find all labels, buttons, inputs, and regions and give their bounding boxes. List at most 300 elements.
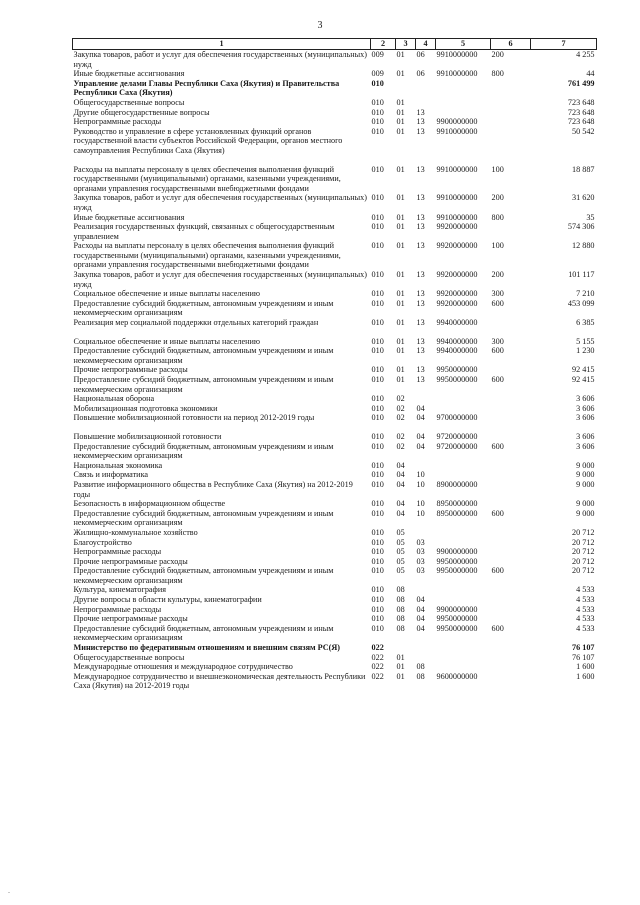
subsection-code-cell [416,394,436,404]
amount-cell: 101 117 [568,270,595,280]
row-name-cell: Реализация государственных функций, связанных с общегосударственным управлением [73,222,335,241]
expense-type-code-cell: 600 [491,441,504,451]
table-row [73,605,597,615]
table-row [73,193,597,212]
section-code-cell: 02 [396,394,405,404]
row-name-cell: Другие общегосударственные вопросы [73,107,210,117]
section-code-cell: 08 [396,585,405,595]
row-name-cell: Повышение мобилизационной готовности [73,431,222,441]
column-header: 6 [491,39,531,50]
subsection-code-cell: 08 [416,662,425,672]
table-row [73,480,597,499]
row-name-cell: Международное сотрудничество и внешнеэкономическая деятельность Республики Саха (Якутия) на 2012-2019 годы [73,671,366,691]
row-name-cell: Иные бюджетные ассигнования [73,69,185,79]
expense-type-code-cell [491,470,531,480]
section-code-cell: 01 [396,346,405,356]
amount-cell: 3 606 [576,431,595,441]
section-code-cell: 01 [396,69,405,79]
table-row [73,585,597,595]
row-name-cell: Управление делами Главы Республики Саха (Якутия) и Правительства Республики Саха (Якутия) [73,78,340,98]
column-header: 1 [73,39,371,50]
target-item-code-cell [436,404,491,414]
section-code-cell: 01 [396,289,405,299]
amount-cell: 76 107 [571,652,595,662]
target-item-code-cell [436,595,491,605]
ministry-code-cell: 010 [371,318,384,328]
target-item-code-cell: 9950000000 [436,566,478,576]
subsection-code-cell: 13 [416,289,425,299]
amount-cell: 9 000 [576,460,595,470]
section-code-cell: 04 [396,479,405,489]
row-name-cell: Закупка товаров, работ и услуг для обеспечения государственных (муниципальных) нужд [73,193,367,212]
expense-type-code-cell [491,98,531,108]
expense-type-code-cell: 200 [491,193,504,203]
row-name-cell: Расходы на выплаты персоналу в целях обеспечения выполнения функций государственными (муниципальными) органами, казенными учреждениями, органами управления государственными внебюджетными фондами [73,241,341,270]
table-row [73,346,597,365]
expense-type-code-cell: 600 [491,375,504,384]
row-name-cell: Социальное обеспечение и иные выплаты населению [73,336,260,346]
row-name-cell: Реализация мер социальной поддержки отдельных категорий граждан [73,318,319,328]
amount-cell: 4 255 [576,50,595,59]
section-code-cell: 04 [396,499,405,509]
amount-cell: 761 499 [567,78,595,88]
target-item-code-cell: 9600000000 [436,671,478,681]
ministry-code-cell: 022 [371,643,384,653]
section-code-cell: 08 [396,604,405,614]
section-code-cell [396,79,416,98]
expense-type-code-cell: 600 [491,346,504,356]
amount-cell: 92 415 [571,375,595,384]
amount-cell: 4 533 [576,614,595,624]
amount-cell: 20 712 [571,556,595,566]
target-item-code-cell: 9940000000 [436,336,478,346]
subsection-code-cell [416,643,436,653]
amount-cell: 9 000 [576,470,595,480]
amount-cell: 4 533 [576,623,595,633]
section-code-cell: 01 [396,193,405,203]
ministry-code-cell: 010 [371,585,384,595]
row-name-cell: Международные отношения и международное сотрудничество [73,662,293,672]
ministry-code-cell: 022 [371,671,384,681]
ministry-code-cell: 010 [371,547,384,557]
section-code-cell: 01 [396,662,405,672]
subsection-code-cell: 04 [416,441,425,451]
expense-type-code-cell: 800 [491,212,504,222]
subsection-code-cell [416,585,436,595]
row-name-cell: Повышение мобилизационной готовности на период 2012-2019 годы [73,413,315,423]
ministry-code-cell: 010 [371,394,384,404]
target-item-code-cell: 9920000000 [436,270,478,280]
table-row [73,328,597,347]
row-name-cell: Закупка товаров, работ и услуг для обеспечения государственных (муниципальных) нужд [73,270,367,289]
ministry-code-cell: 010 [371,78,384,88]
row-name-cell: Предоставление субсидий бюджетным, автономным учреждениям и иным некоммерческим организациям [73,346,334,365]
target-item-code-cell: 9910000000 [436,212,478,222]
column-header: 7 [531,39,597,50]
subsection-code-cell: 10 [416,470,425,480]
subsection-code-cell: 13 [416,336,425,346]
target-item-code-cell: 9910000000 [436,126,478,136]
subsection-code-cell: 13 [416,346,425,356]
target-item-code-cell: 9900000000 [436,604,478,614]
section-code-cell: 08 [396,614,405,624]
ministry-code-cell: 010 [371,346,384,356]
expense-type-code-cell [491,605,531,615]
row-name-cell: Закупка товаров, работ и услуг для обеспечения государственных (муниципальных) нужд [73,50,367,69]
table-row [73,509,597,528]
column-header: 2 [371,39,396,50]
table-row [73,270,597,289]
ministry-code-cell: 010 [371,375,384,384]
section-code-cell: 05 [396,556,405,566]
expense-type-code-cell [491,595,531,605]
subsection-code-cell: 10 [416,479,425,489]
amount-cell: 12 880 [571,241,595,251]
row-name-cell: Прочие непрограммные расходы [73,365,188,375]
expense-type-code-cell [491,643,531,653]
subsection-code-cell: 13 [416,212,425,222]
section-code-cell: 01 [396,212,405,222]
amount-cell: 3 606 [576,413,595,423]
row-name-cell: Предоставление субсидий бюджетным, автономным учреждениям и иным некоммерческим организациям [73,566,334,585]
row-name-cell: Общегосударственные вопросы [73,97,185,107]
subsection-code-cell: 08 [416,671,425,681]
expense-type-code-cell [491,614,531,624]
expense-type-code-cell: 100 [491,164,504,174]
ministry-code-cell: 010 [371,298,384,308]
ministry-code-cell: 010 [371,604,384,614]
amount-cell: 5 155 [576,336,595,346]
ministry-code-cell: 010 [371,212,384,222]
table-row [73,365,597,375]
subsection-code-cell: 13 [416,107,425,117]
amount-cell: 20 712 [571,527,595,537]
table-row [73,222,597,241]
expense-type-code-cell [491,79,531,98]
ministry-code-cell: 010 [371,537,384,547]
table-row [73,653,597,663]
target-item-code-cell [436,653,491,663]
table-row [73,672,597,691]
table-row [73,538,597,548]
subsection-code-cell: 10 [416,499,425,509]
row-name-cell: Предоставление субсидий бюджетным, автономным учреждениям и иным некоммерческим организациям [73,441,334,461]
subsection-code-cell: 06 [416,50,425,59]
target-item-code-cell: 9910000000 [436,69,478,79]
target-item-code-cell: 9910000000 [436,50,478,59]
section-code-cell: 01 [396,50,405,59]
section-code-cell: 04 [396,508,405,518]
row-name-cell: Иные бюджетные ассигнования [73,212,185,222]
table-row [73,299,597,318]
table-row [73,528,597,538]
target-item-code-cell: 9720000000 [436,441,478,451]
expense-type-code-cell [491,404,531,414]
expense-type-code-cell [491,413,531,423]
table-row [73,213,597,223]
ministry-code-cell: 010 [371,289,384,299]
amount-cell: 1 600 [576,662,595,672]
subsection-code-cell: 04 [416,403,425,413]
subsection-code-cell: 03 [416,537,425,547]
target-item-code-cell: 9700000000 [436,413,478,423]
expense-type-code-cell [491,585,531,595]
row-name-cell: Другие вопросы в области культуры, кинематографии [73,595,262,605]
ministry-code-cell: 010 [371,527,384,537]
target-item-code-cell: 9950000000 [436,365,478,375]
section-code-cell: 01 [396,97,405,107]
expense-type-code-cell: 200 [491,270,504,280]
subsection-code-cell [416,653,436,663]
table-row [73,566,597,585]
amount-cell: 76 107 [571,643,595,653]
amount-cell: 723 648 [567,117,595,127]
table-row [73,461,597,471]
expense-type-code-cell: 300 [491,336,504,346]
column-header: 5 [436,39,491,50]
target-item-code-cell: 8900000000 [436,479,478,489]
amount-cell: 20 712 [571,537,595,547]
subsection-code-cell: 13 [416,193,425,203]
table-row [73,470,597,480]
subsection-code-cell: 03 [416,566,425,576]
subsection-code-cell: 13 [416,318,425,328]
section-code-cell: 01 [396,336,405,346]
section-code-cell: 01 [396,375,405,384]
amount-cell: 723 648 [567,97,595,107]
ministry-code-cell: 009 [371,50,384,59]
row-name-cell: Министерство по федеративным отношениям и внешним связям РС(Я) [73,643,341,653]
amount-cell: 4 533 [576,604,595,614]
subsection-code-cell: 13 [416,298,425,308]
table-row [73,98,597,108]
ministry-code-cell: 010 [371,499,384,509]
table-row [73,595,597,605]
target-item-code-cell: 9940000000 [436,346,478,356]
section-code-cell: 01 [396,117,405,127]
table-header-row [73,39,597,50]
subsection-code-cell: 13 [416,241,425,251]
target-item-code-cell [436,394,491,404]
ministry-code-cell: 010 [371,508,384,518]
table-row [73,375,597,394]
subsection-code-cell: 03 [416,556,425,566]
target-item-code-cell: 9910000000 [436,193,478,203]
expense-type-code-cell: 600 [491,623,504,633]
amount-cell: 3 606 [576,394,595,404]
section-code-cell: 04 [396,470,405,480]
subsection-code-cell: 04 [416,614,425,624]
amount-cell: 50 542 [571,126,595,136]
target-item-code-cell: 9940000000 [436,318,478,328]
table-row [73,614,597,624]
column-header: 4 [416,39,436,50]
table-body [73,50,597,692]
row-name-cell: Национальная оборона [73,394,155,404]
section-code-cell: 05 [396,527,405,537]
ministry-code-cell: 010 [371,222,384,232]
ministry-code-cell: 010 [371,107,384,117]
amount-cell: 6 385 [576,318,595,328]
target-item-code-cell: 9920000000 [436,241,478,251]
target-item-code-cell [436,470,491,480]
edge-mark: . [8,886,10,895]
expense-type-code-cell [491,662,531,672]
target-item-code-cell: 9920000000 [436,298,478,308]
subsection-code-cell: 04 [416,413,425,423]
row-name-cell: Предоставление субсидий бюджетным, автономным учреждениям и иным некоммерческим организациям [73,623,334,643]
target-item-code-cell: 8950000000 [436,499,478,509]
section-code-cell: 01 [396,365,405,375]
amount-cell: 1 600 [576,671,595,681]
expense-type-code-cell [491,528,531,538]
expense-type-code-cell [491,557,531,567]
ministry-code-cell: 010 [371,403,384,413]
amount-cell: 7 210 [576,289,595,299]
table-row [73,394,597,404]
table-row [73,547,597,557]
expense-type-code-cell: 200 [491,50,504,59]
section-code-cell: 01 [396,298,405,308]
amount-cell: 3 606 [576,403,595,413]
row-name-cell: Благоустройство [73,537,132,547]
amount-cell: 31 620 [571,193,595,203]
budget-table [72,38,597,691]
table-row [73,241,597,270]
table-row [73,499,597,509]
target-item-code-cell: 9900000000 [436,117,478,127]
section-code-cell: 05 [396,537,405,547]
subsection-code-cell: 13 [416,270,425,280]
target-item-code-cell: 9720000000 [436,431,478,441]
table-row [73,289,597,299]
subsection-code-cell: 06 [416,69,425,79]
amount-cell: 20 712 [571,547,595,557]
row-name-cell: Предоставление субсидий бюджетным, автономным учреждениям и иным некоммерческим организациям [73,508,334,528]
expense-type-code-cell: 300 [491,289,504,299]
ministry-code-cell: 022 [371,662,384,672]
section-code-cell: 04 [396,460,405,470]
row-name-cell: Непрограммные расходы [73,604,162,614]
expense-type-code-cell [491,365,531,375]
subsection-code-cell: 13 [416,375,425,384]
target-item-code-cell: 9950000000 [436,623,478,633]
target-item-code-cell: 9950000000 [436,614,478,624]
target-item-code-cell [436,98,491,108]
expense-type-code-cell [491,108,531,118]
section-code-cell: 02 [396,441,405,451]
row-name-cell: Непрограммные расходы [73,117,162,127]
ministry-code-cell: 010 [371,336,384,346]
section-code-cell: 02 [396,413,405,423]
row-name-cell: Мобилизационная подготовка экономики [73,403,218,413]
table-row [73,413,597,423]
table-row [73,79,597,98]
subsection-code-cell: 13 [416,164,425,174]
ministry-code-cell: 010 [371,413,384,423]
expense-type-code-cell [491,117,531,127]
ministry-code-cell: 010 [371,470,384,480]
ministry-code-cell: 010 [371,556,384,566]
row-name-cell: Культура, кинематография [73,585,166,595]
subsection-code-cell: 10 [416,508,425,518]
row-name-cell: Прочие непрограммные расходы [73,614,188,624]
subsection-code-cell [416,528,436,538]
subsection-code-cell: 13 [416,117,425,127]
table-row [73,50,597,70]
target-item-code-cell [436,108,491,118]
target-item-code-cell [436,528,491,538]
amount-cell: 574 306 [567,222,595,232]
table-row [73,557,597,567]
table-row [73,404,597,414]
amount-cell: 1 230 [576,346,595,356]
row-name-cell: Руководство и управление в сфере установленных функций органов государственной власти субъектов Российской Федерации, органов местного самоуправления Республики Саха (Якутия) [73,126,343,155]
subsection-code-cell [416,79,436,98]
row-name-cell: Предоставление субсидий бюджетным, автономным учреждениям и иным некоммерческим организациям [73,375,334,394]
ministry-code-cell: 010 [371,566,384,576]
amount-cell: 92 415 [571,365,595,375]
amount-cell: 723 648 [567,107,595,117]
target-item-code-cell: 9920000000 [436,289,478,299]
section-code-cell [396,643,416,653]
expense-type-code-cell [491,538,531,548]
section-code-cell: 02 [396,431,405,441]
expense-type-code-cell [491,547,531,557]
subsection-code-cell: 13 [416,222,425,232]
section-code-cell: 01 [396,126,405,136]
target-item-code-cell: 9950000000 [436,375,478,384]
expense-type-code-cell [491,499,531,509]
page-number: 3 [317,20,323,31]
subsection-code-cell: 04 [416,595,425,605]
ministry-code-cell: 010 [371,614,384,624]
section-code-cell: 08 [396,595,405,605]
row-name-cell: Предоставление субсидий бюджетным, автономным учреждениям и иным некоммерческим организациям [73,298,334,318]
target-item-code-cell [436,585,491,595]
ministry-code-cell: 010 [371,441,384,451]
expense-type-code-cell [491,127,531,156]
row-name-cell: Социальное обеспечение и иные выплаты населению [73,289,260,299]
table-row [73,108,597,118]
ministry-code-cell: 010 [371,431,384,441]
amount-cell: 3 606 [576,441,595,451]
ministry-code-cell: 010 [371,126,384,136]
target-item-code-cell [436,461,491,471]
expense-type-code-cell: 600 [491,298,504,308]
target-item-code-cell: 9950000000 [436,556,478,566]
row-name-cell: Жилищно-коммунальное хозяйство [73,527,198,537]
amount-cell: 35 [586,212,595,222]
ministry-code-cell: 010 [371,595,384,605]
ministry-code-cell: 010 [371,117,384,127]
target-item-code-cell: 9920000000 [436,222,478,232]
section-code-cell: 01 [396,222,405,232]
ministry-code-cell: 010 [371,241,384,251]
row-name-cell: Развитие информационного общества в Республике Саха (Якутия) на 2012-2019 годы [73,479,353,499]
amount-cell: 9 000 [576,499,595,509]
subsection-code-cell: 04 [416,604,425,614]
ministry-code-cell: 010 [371,97,384,107]
row-name-cell: Непрограммные расходы [73,547,162,557]
target-item-code-cell: 9900000000 [436,547,478,557]
target-item-code-cell: 8950000000 [436,508,478,518]
subsection-code-cell: 03 [416,547,425,557]
expense-type-code-cell: 100 [491,241,504,251]
row-name-cell: Связь и информатика [73,470,149,480]
expense-type-code-cell [491,653,531,663]
subsection-code-cell [416,98,436,108]
